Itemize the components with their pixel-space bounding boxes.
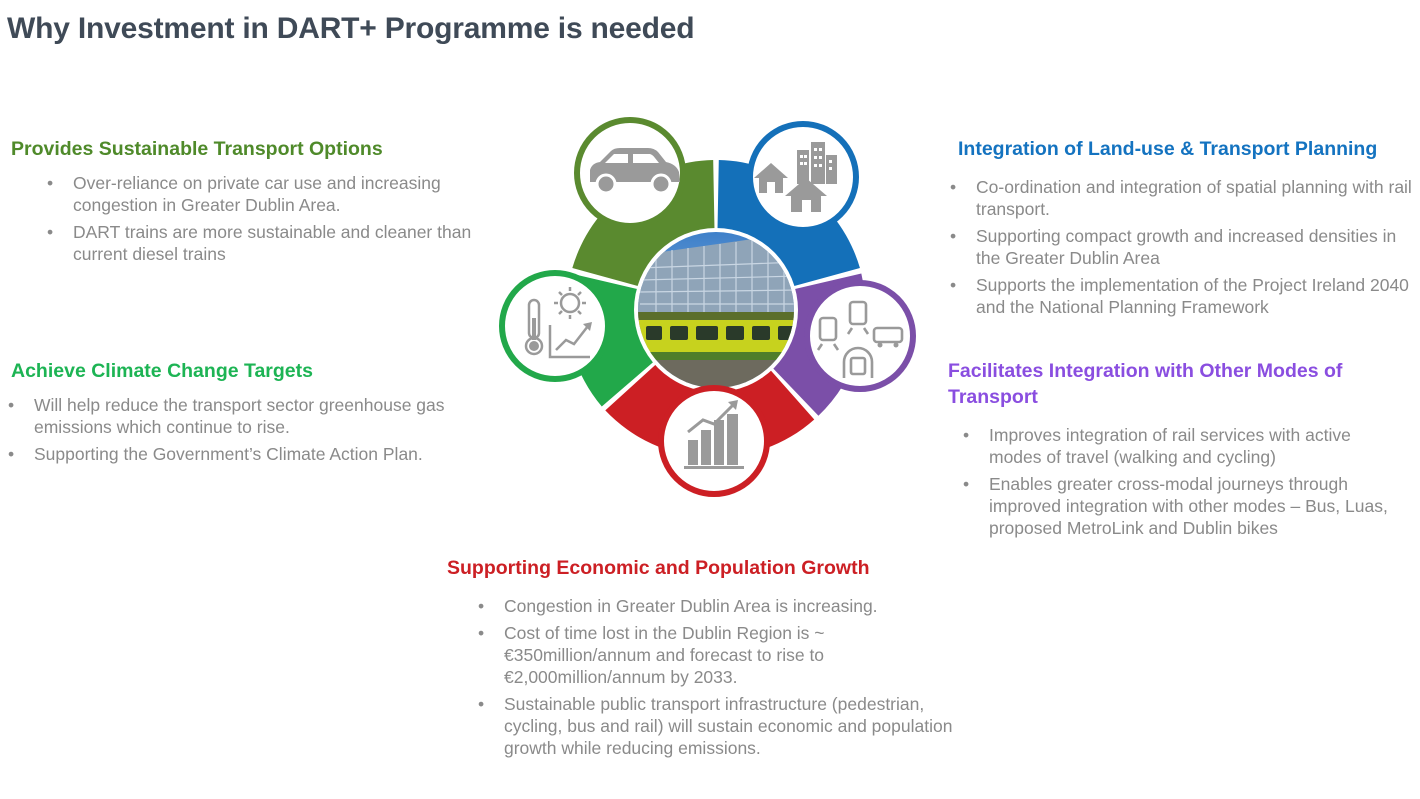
bullet-list (948, 424, 1408, 539)
bullet-item: • Co-ordination and integration of spatial planning with rail transport. (976, 176, 1420, 220)
section-heading: Achieve Climate Change Targets (11, 360, 313, 382)
bullet-item: • Will help reduce the transport sector greenhouse gas emissions which continue to rise. (34, 394, 511, 438)
car-icon (577, 120, 683, 226)
bullet-list (11, 394, 511, 465)
section-land-use-integration (958, 136, 1420, 323)
section-modes-integration (948, 358, 1408, 544)
houses-and-buildings-icon (750, 124, 856, 230)
section-climate-targets (11, 358, 511, 470)
bullet-item: • Improves integration of rail services with active modes of travel (walking and cycling) (989, 424, 1408, 468)
page-title: Why Investment in DART+ Programme is needed (7, 12, 695, 45)
bullet-item: • Congestion in Greater Dublin Area is increasing. (504, 595, 967, 617)
bullet-item: • DART trains are more sustainable and cleaner than current diesel trains (73, 221, 511, 265)
section-heading: Supporting Economic and Population Growth (447, 557, 870, 579)
bullet-list (958, 176, 1420, 318)
bullet-item: • Supporting compact growth and increased densities in the Greater Dublin Area (976, 225, 1420, 269)
bullet-item: • Enables greater cross-modal journeys through improved integration with other modes – Bus, Luas, proposed MetroLink and Dublin bikes (989, 473, 1408, 539)
train-bus-metro-icon (807, 283, 913, 389)
section-heading: Provides Sustainable Transport Options (11, 138, 383, 160)
section-heading: Facilitates Integration with Other Modes of Transport (948, 360, 1343, 408)
bullet-list (447, 595, 967, 759)
section-sustainable-transport (11, 136, 511, 270)
section-economic-growth (447, 555, 967, 764)
bullet-item: • Supports the implementation of the Project Ireland 2040 and the National Planning Framework (976, 274, 1420, 318)
bullet-item: • Sustainable public transport infrastructure (pedestrian, cycling, bus and rail) will sustain economic and population growth while reducing emissions. (504, 693, 967, 759)
bullet-item: • Over-reliance on private car use and increasing congestion in Greater Dublin Area. (73, 172, 511, 216)
dart-wheel-diagram (495, 110, 945, 505)
bullet-list (11, 172, 511, 265)
section-heading: Integration of Land-use & Transport Planning (958, 138, 1378, 160)
bar-chart-growth-icon (661, 388, 767, 494)
bullet-item: • Supporting the Government’s Climate Action Plan. (34, 443, 511, 465)
bullet-item: • Cost of time lost in the Dublin Region is ~ €350million/annum and forecast to rise to €2,000million/annum by 2033. (504, 622, 967, 688)
thermometer-sun-chart-icon (502, 273, 608, 379)
